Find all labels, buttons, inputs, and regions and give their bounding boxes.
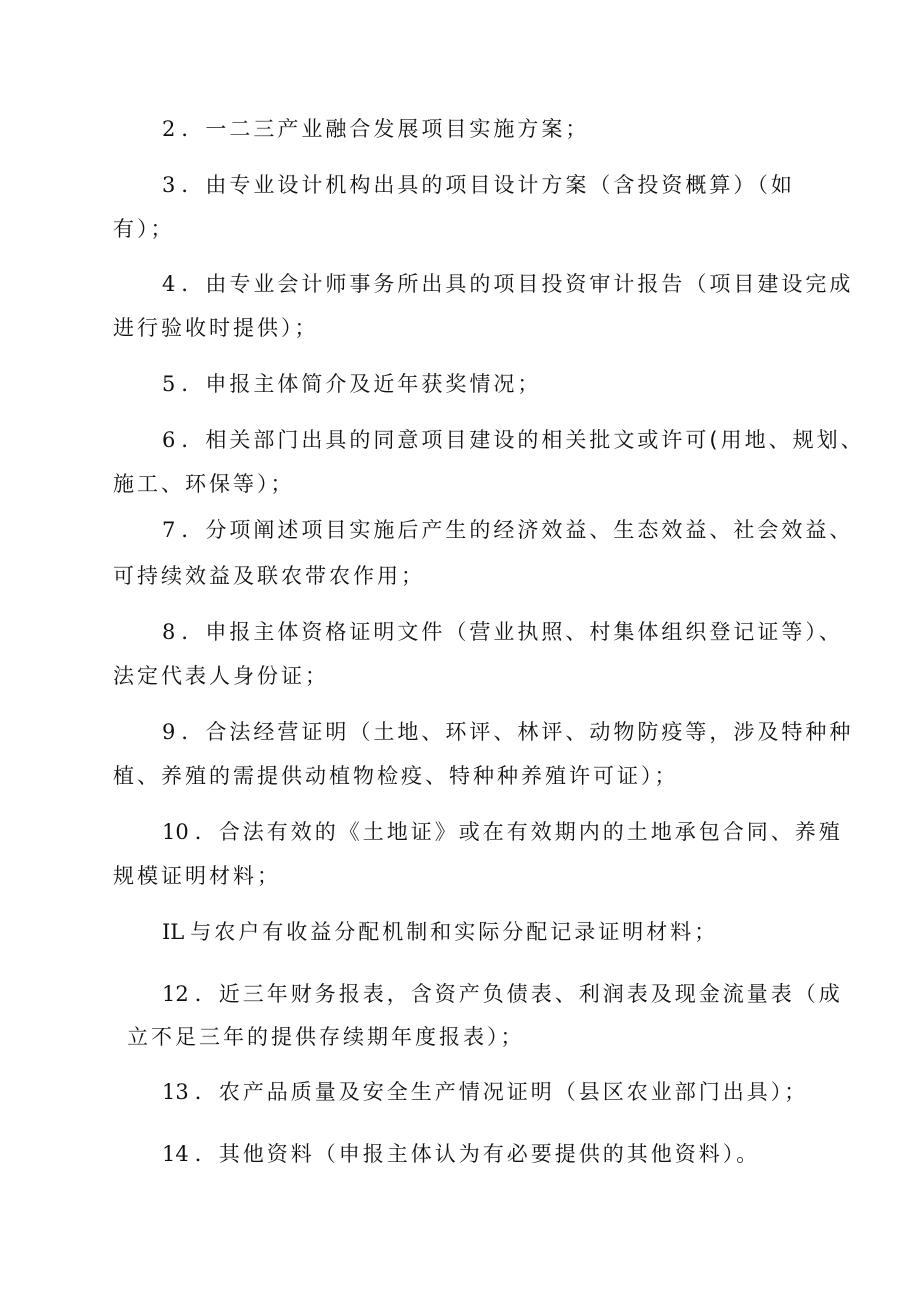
list-item-4-continuation (113, 313, 319, 343)
item-number: 4 (162, 272, 176, 296)
item-number: 3 (162, 173, 176, 197)
list-item-7-continuation (113, 561, 425, 591)
item-text: ．由专业设计机构出具的项目设计方案（含投资概算）（如 (181, 173, 795, 197)
item-text: ．其他资料（申报主体认为有必要提供的其他资料）。 (194, 1142, 761, 1166)
list-item-7 (162, 515, 853, 545)
list-item-8-continuation (113, 661, 329, 691)
item-number: 10 (162, 820, 189, 844)
list-item-3-continuation (113, 214, 175, 244)
item-text: ．农产品质量及安全生产情况证明（县区农业部门出具）； (194, 1080, 809, 1104)
item-text: ．由专业会计师事务所出具的项目投资审计报告（项目建设完成 (181, 272, 854, 296)
list-item-12-continuation (127, 1022, 525, 1052)
item-text: 与农户有收益分配机制和实际分配记录证明材料； (190, 920, 719, 944)
list-item-5 (162, 369, 541, 399)
list-item-10 (162, 817, 843, 847)
item-text: ．合法经营证明（土地、环评、林评、动物防疫等，涉及特种种 (181, 720, 854, 744)
list-item-10-continuation (113, 861, 281, 891)
item-text: 法定代表人身份证； (113, 664, 329, 688)
item-text: ．一二三产业融合发展项目实施方案； (181, 117, 590, 141)
item-text: 可持续效益及联农带农作用； (113, 564, 425, 588)
item-text: 规模证明材料； (113, 864, 281, 888)
item-number: 6 (162, 428, 176, 452)
list-item-11 (162, 917, 718, 947)
item-number: 7 (162, 518, 176, 542)
list-item-2 (162, 114, 589, 144)
list-item-4 (162, 269, 853, 299)
item-number: 14 (162, 1142, 189, 1166)
item-number: 9 (162, 720, 176, 744)
list-item-8 (162, 617, 843, 647)
item-number: 13 (162, 1080, 189, 1104)
item-text: ．近三年财务报表，含资产负债表、利润表及现金流量表（成 (194, 982, 843, 1006)
list-item-9 (162, 717, 853, 747)
list-item-13 (162, 1077, 808, 1107)
list-item-3 (162, 170, 795, 200)
item-number: 8 (162, 620, 176, 644)
list-item-9-continuation (113, 761, 679, 791)
list-item-6-continuation (113, 469, 295, 499)
item-text: ．相关部门出具的同意项目建设的相关批文或许可(用地、规划、 (181, 428, 865, 452)
item-number: 12 (162, 982, 189, 1006)
item-text: ．分项阐述项目实施后产生的经济效益、生态效益、社会效益、 (181, 518, 854, 542)
list-item-6 (162, 425, 865, 455)
list-item-14 (162, 1139, 760, 1169)
item-text: 立不足三年的提供存续期年度报表）； (127, 1025, 525, 1049)
item-text: ．申报主体简介及近年获奖情况； (181, 372, 542, 396)
item-text: 进行验收时提供）； (113, 316, 319, 340)
list-item-12 (162, 979, 843, 1009)
item-text: ．申报主体资格证明文件（营业执照、村集体组织登记证等）、 (181, 620, 843, 644)
item-text: 有）； (113, 217, 175, 241)
item-number: IL (162, 920, 185, 944)
item-number: 2 (162, 117, 176, 141)
item-number: 5 (162, 372, 176, 396)
item-text: ．合法有效的《土地证》或在有效期内的土地承包合同、养殖 (194, 820, 843, 844)
item-text: 施工、环保等）； (113, 472, 295, 496)
item-text: 植、养殖的需提供动植物检疫、特种种养殖许可证）； (113, 764, 679, 788)
